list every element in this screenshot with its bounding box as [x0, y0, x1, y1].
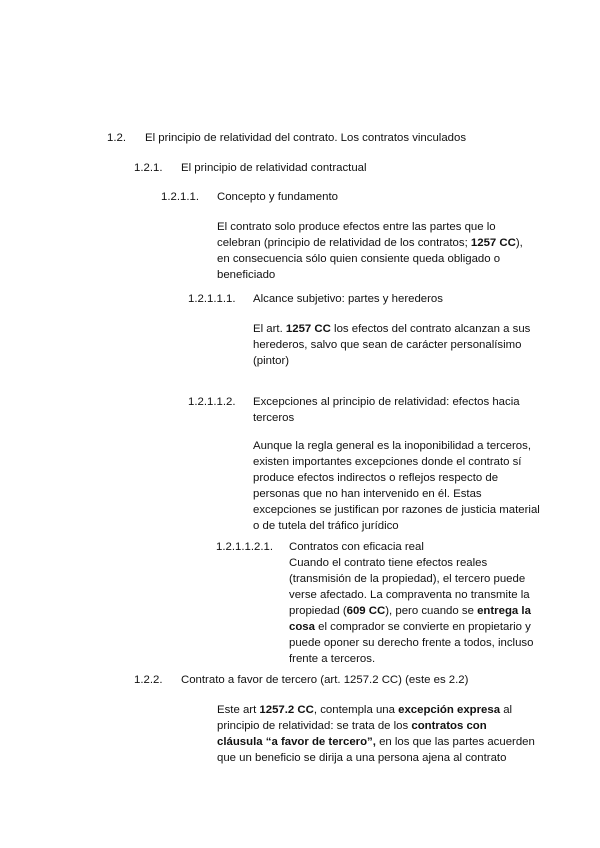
- heading-number: 1.2.1.1.2.1.: [216, 541, 273, 553]
- body-paragraph: Aunque la regla general es la inoponibilidad a terceros, existen importantes excepciones donde el contrato sí produce efectos indirectos o reflejos respecto de personas que no han intervenido en él. Estas excepciones se justifican por razones de justicia material o de tutela del tráfico jurídico: [253, 440, 540, 532]
- heading-title: Contrato a favor de tercero (art. 1257.2 CC) (este es 2.2): [181, 674, 469, 686]
- emphasis-text: excepción expresa: [398, 704, 501, 716]
- heading-number: 1.2.1.: [134, 162, 163, 174]
- heading-number: 1.2.1.1.2.: [188, 396, 236, 408]
- law-reference: 1257.2 CC: [259, 704, 314, 716]
- heading-title: Excepciones al principio de relatividad: efectos hacia terceros: [253, 396, 520, 424]
- law-reference: 609 CC: [346, 605, 386, 617]
- emphasis-text: contratos con cláusula “a favor de tercero”,: [217, 720, 487, 748]
- heading-title: Alcance subjetivo: partes y herederos: [253, 293, 443, 305]
- heading-title: Concepto y fundamento: [217, 191, 338, 203]
- body-paragraph: Cuando el contrato tiene efectos reales (transmisión de la propiedad), el tercero puede verse afectado. La compraventa no transmite la propiedad (609 CC), pero cuando se entrega la cosa el comprador se convierte en propietario y puede oponer su derecho frente a todos, incluso frente a terceros.: [289, 557, 534, 665]
- heading-number: 1.2.1.1.: [161, 191, 199, 203]
- heading-number: 1.2.1.1.1.: [188, 293, 236, 305]
- body-paragraph: El contrato solo produce efectos entre las partes que lo celebran (principio de relatividad de los contratos; 1257 CC), en consecuencia sólo quien consiente queda obligado o beneficiado: [217, 221, 523, 281]
- emphasis-text: entrega la cosa: [289, 605, 531, 633]
- heading-number: 1.2.: [107, 132, 126, 144]
- heading-title: El principio de relatividad del contrato. Los contratos vinculados: [145, 132, 467, 144]
- law-reference: 1257 CC: [470, 237, 516, 249]
- law-reference: 1257 CC: [285, 323, 331, 335]
- body-paragraph: El art. 1257 CC los efectos del contrato alcanzan a sus herederos, salvo que sean de carácter personalísimo (pintor): [253, 323, 531, 367]
- heading-title: Contratos con eficacia real: [289, 541, 424, 553]
- heading-title: El principio de relatividad contractual: [181, 162, 367, 174]
- body-paragraph: Este art 1257.2 CC, contempla una excepción expresa al principio de relatividad: se trata de los contratos con cláusula “a favor de tercero”, en los que las partes acuerden que un beneficio se dirija a una persona ajena al contrato: [217, 704, 535, 764]
- heading-number: 1.2.2.: [134, 674, 163, 686]
